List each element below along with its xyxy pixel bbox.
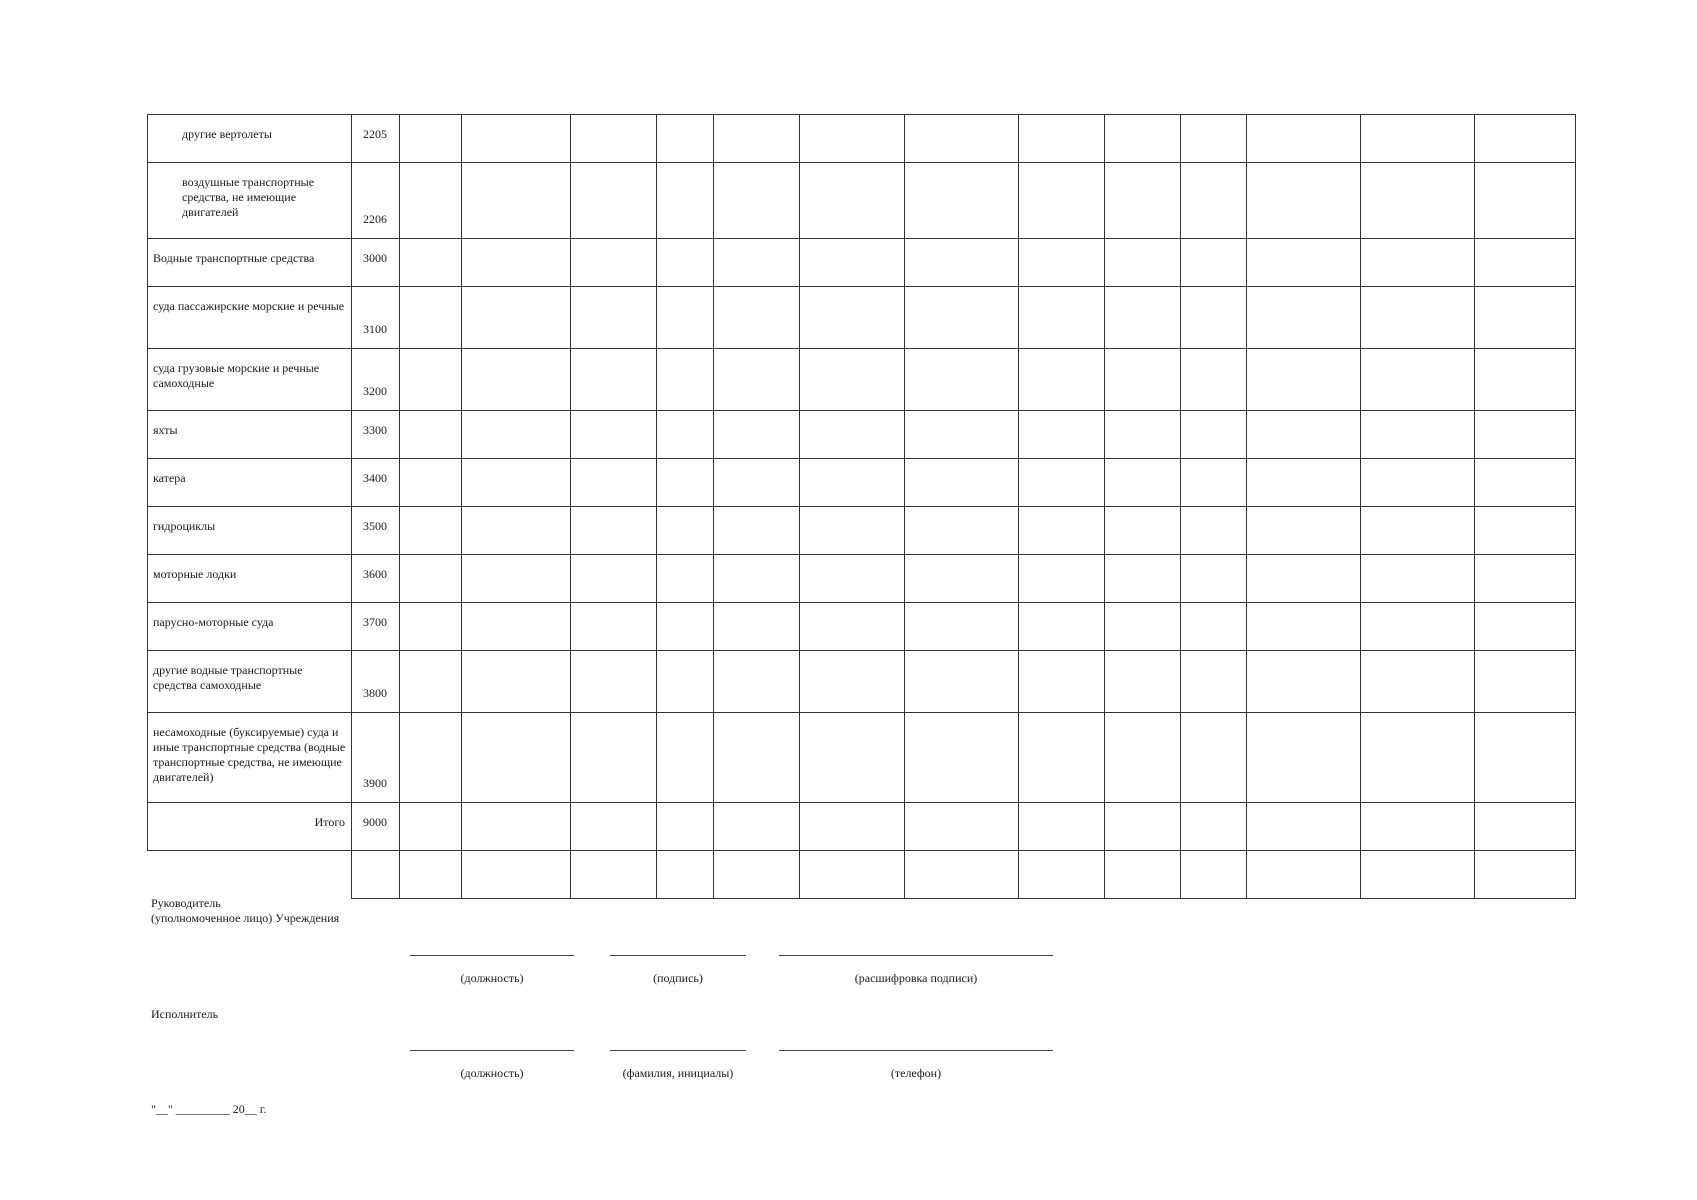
row-code-cell xyxy=(352,851,400,899)
data-cell[interactable] xyxy=(800,803,905,851)
data-cell[interactable] xyxy=(905,349,1019,411)
data-cell[interactable] xyxy=(1475,115,1576,163)
table-row xyxy=(148,507,1576,555)
table-row xyxy=(148,459,1576,507)
data-cell[interactable] xyxy=(571,713,657,803)
data-cell[interactable] xyxy=(1181,803,1247,851)
row-name-cell: гидроциклы xyxy=(148,507,352,555)
row-code-cell: 3500 xyxy=(352,507,400,555)
table-row xyxy=(148,603,1576,651)
data-cell[interactable] xyxy=(571,803,657,851)
data-cell[interactable] xyxy=(1019,163,1105,239)
data-cell[interactable] xyxy=(400,287,462,349)
data-cell[interactable] xyxy=(714,239,800,287)
executor-position-line[interactable] xyxy=(410,1050,574,1051)
data-cell[interactable] xyxy=(1247,163,1361,239)
executor-phone-line[interactable] xyxy=(779,1050,1053,1051)
data-cell[interactable] xyxy=(905,115,1019,163)
row-code-cell: 3700 xyxy=(352,603,400,651)
data-cell[interactable] xyxy=(800,163,905,239)
data-cell[interactable] xyxy=(1475,713,1576,803)
data-cell[interactable] xyxy=(462,459,571,507)
data-cell[interactable] xyxy=(1475,239,1576,287)
data-cell[interactable] xyxy=(400,411,462,459)
data-cell[interactable] xyxy=(1361,603,1475,651)
row-code-cell: 3100 xyxy=(352,287,400,349)
data-cell[interactable] xyxy=(1181,287,1247,349)
data-cell[interactable] xyxy=(1475,459,1576,507)
data-cell[interactable] xyxy=(657,803,714,851)
data-cell[interactable] xyxy=(1475,555,1576,603)
table-row xyxy=(148,115,1576,163)
data-cell[interactable] xyxy=(1181,163,1247,239)
data-cell[interactable] xyxy=(1105,115,1181,163)
table-row xyxy=(148,851,1576,899)
data-cell[interactable] xyxy=(657,555,714,603)
row-name-cell xyxy=(148,851,352,899)
data-cell[interactable] xyxy=(1361,803,1475,851)
data-cell[interactable] xyxy=(800,603,905,651)
head-signature-caption: (подпись) xyxy=(653,971,703,985)
data-cell[interactable] xyxy=(657,115,714,163)
data-cell[interactable] xyxy=(400,651,462,713)
table-row xyxy=(148,803,1576,851)
data-cell[interactable] xyxy=(1181,349,1247,411)
data-cell[interactable] xyxy=(1247,349,1361,411)
head-position-caption: (должность) xyxy=(460,971,524,985)
data-cell[interactable] xyxy=(1361,349,1475,411)
data-cell[interactable] xyxy=(714,459,800,507)
data-cell[interactable] xyxy=(571,115,657,163)
table-row xyxy=(148,163,1576,239)
data-cell[interactable] xyxy=(462,163,571,239)
data-cell[interactable] xyxy=(905,239,1019,287)
data-cell[interactable] xyxy=(657,603,714,651)
data-cell[interactable] xyxy=(1105,507,1181,555)
data-cell[interactable] xyxy=(400,163,462,239)
data-cell[interactable] xyxy=(1019,287,1105,349)
data-cell[interactable] xyxy=(657,411,714,459)
data-cell[interactable] xyxy=(462,603,571,651)
row-code-cell: 3900 xyxy=(352,713,400,803)
data-cell[interactable] xyxy=(1105,239,1181,287)
executor-phone-caption: (телефон) xyxy=(890,1066,942,1080)
data-cell[interactable] xyxy=(462,713,571,803)
data-cell[interactable] xyxy=(905,803,1019,851)
data-cell[interactable] xyxy=(1181,459,1247,507)
data-cell[interactable] xyxy=(657,507,714,555)
row-name-cell: Итого xyxy=(148,803,352,851)
data-cell[interactable] xyxy=(1019,115,1105,163)
data-cell[interactable] xyxy=(1181,115,1247,163)
data-cell[interactable] xyxy=(905,163,1019,239)
data-cell[interactable] xyxy=(571,851,657,899)
data-cell[interactable] xyxy=(1361,239,1475,287)
row-name-cell: другие водные транспортные средства самоходные xyxy=(148,651,352,713)
head-signature-label: Руководитель (уполномоченное лицо) Учреждения xyxy=(151,896,340,925)
data-cell[interactable] xyxy=(1247,287,1361,349)
executor-label: Исполнитель xyxy=(151,1007,219,1021)
executor-name-line[interactable] xyxy=(610,1050,746,1051)
row-code-cell: 3600 xyxy=(352,555,400,603)
executor-name-caption: (фамилия, инициалы) xyxy=(622,1066,734,1080)
data-cell[interactable] xyxy=(1361,163,1475,239)
data-cell[interactable] xyxy=(1361,851,1475,899)
data-cell[interactable] xyxy=(462,651,571,713)
data-cell[interactable] xyxy=(462,803,571,851)
data-cell[interactable] xyxy=(1019,803,1105,851)
data-cell[interactable] xyxy=(1105,411,1181,459)
data-cell[interactable] xyxy=(905,411,1019,459)
row-name-cell: моторные лодки xyxy=(148,555,352,603)
data-cell[interactable] xyxy=(1105,163,1181,239)
data-cell[interactable] xyxy=(714,411,800,459)
data-cell[interactable] xyxy=(1247,555,1361,603)
data-cell[interactable] xyxy=(1361,713,1475,803)
data-cell[interactable] xyxy=(1247,713,1361,803)
data-cell[interactable] xyxy=(1247,459,1361,507)
data-cell[interactable] xyxy=(1105,349,1181,411)
data-cell[interactable] xyxy=(400,507,462,555)
data-cell[interactable] xyxy=(1181,851,1247,899)
data-cell[interactable] xyxy=(1247,803,1361,851)
data-cell[interactable] xyxy=(571,239,657,287)
data-cell[interactable] xyxy=(400,115,462,163)
data-cell[interactable] xyxy=(905,851,1019,899)
head-signature-decode-line[interactable] xyxy=(779,955,1053,956)
data-cell[interactable] xyxy=(1361,459,1475,507)
table-row xyxy=(148,287,1576,349)
row-name-cell: воздушные транспортные средства, не имеющие двигателей xyxy=(148,163,352,239)
data-cell[interactable] xyxy=(800,239,905,287)
row-code-cell: 3200 xyxy=(352,349,400,411)
data-cell[interactable] xyxy=(1105,287,1181,349)
data-cell[interactable] xyxy=(800,411,905,459)
row-code-cell: 2205 xyxy=(352,115,400,163)
data-cell[interactable] xyxy=(1475,411,1576,459)
executor-position-caption: (должность) xyxy=(460,1066,524,1080)
data-cell[interactable] xyxy=(1181,713,1247,803)
data-cell[interactable] xyxy=(1361,555,1475,603)
data-cell[interactable] xyxy=(714,287,800,349)
data-cell[interactable] xyxy=(657,851,714,899)
data-cell[interactable] xyxy=(1019,555,1105,603)
data-cell[interactable] xyxy=(400,603,462,651)
data-cell[interactable] xyxy=(571,507,657,555)
table-row xyxy=(148,555,1576,603)
data-cell[interactable] xyxy=(571,411,657,459)
data-cell[interactable] xyxy=(1019,349,1105,411)
data-cell[interactable] xyxy=(657,163,714,239)
table-row xyxy=(148,713,1576,803)
data-cell[interactable] xyxy=(462,349,571,411)
data-cell[interactable] xyxy=(714,603,800,651)
data-cell[interactable] xyxy=(1181,603,1247,651)
row-code-cell: 3400 xyxy=(352,459,400,507)
row-code-cell: 9000 xyxy=(352,803,400,851)
head-signature-line[interactable] xyxy=(610,955,746,956)
data-cell[interactable] xyxy=(714,163,800,239)
row-code-cell: 2206 xyxy=(352,163,400,239)
data-cell[interactable] xyxy=(400,555,462,603)
data-cell[interactable] xyxy=(571,555,657,603)
data-cell[interactable] xyxy=(1475,349,1576,411)
data-cell[interactable] xyxy=(1105,803,1181,851)
data-cell[interactable] xyxy=(462,287,571,349)
data-cell[interactable] xyxy=(571,287,657,349)
data-cell[interactable] xyxy=(714,507,800,555)
data-cell[interactable] xyxy=(1247,507,1361,555)
data-cell[interactable] xyxy=(905,507,1019,555)
data-cell[interactable] xyxy=(462,851,571,899)
data-cell[interactable] xyxy=(400,803,462,851)
head-position-line[interactable] xyxy=(410,955,574,956)
row-name-cell: парусно-моторные суда xyxy=(148,603,352,651)
data-cell[interactable] xyxy=(1475,507,1576,555)
data-cell[interactable] xyxy=(800,555,905,603)
data-cell[interactable] xyxy=(571,603,657,651)
date-line: "__" _________ 20__ г. xyxy=(151,1102,267,1116)
row-name-cell: другие вертолеты xyxy=(148,115,352,163)
row-name-cell: катера xyxy=(148,459,352,507)
data-cell[interactable] xyxy=(1181,411,1247,459)
data-cell[interactable] xyxy=(800,713,905,803)
data-cell[interactable] xyxy=(905,651,1019,713)
data-cell[interactable] xyxy=(1019,411,1105,459)
data-cell[interactable] xyxy=(1181,239,1247,287)
data-cell[interactable] xyxy=(714,115,800,163)
row-name-cell: суда пассажирские морские и речные xyxy=(148,287,352,349)
data-cell[interactable] xyxy=(1475,803,1576,851)
data-cell[interactable] xyxy=(714,803,800,851)
data-cell[interactable] xyxy=(905,459,1019,507)
data-cell[interactable] xyxy=(1181,651,1247,713)
data-cell[interactable] xyxy=(905,603,1019,651)
data-cell[interactable] xyxy=(657,239,714,287)
data-cell[interactable] xyxy=(462,239,571,287)
data-cell[interactable] xyxy=(800,851,905,899)
data-cell[interactable] xyxy=(657,651,714,713)
data-cell[interactable] xyxy=(1019,713,1105,803)
row-code-cell: 3000 xyxy=(352,239,400,287)
data-cell[interactable] xyxy=(571,349,657,411)
data-cell[interactable] xyxy=(462,507,571,555)
data-cell[interactable] xyxy=(462,555,571,603)
vehicle-report-table xyxy=(147,114,1576,899)
data-cell[interactable] xyxy=(1105,851,1181,899)
row-code-cell: 3300 xyxy=(352,411,400,459)
data-cell[interactable] xyxy=(1105,603,1181,651)
data-cell[interactable] xyxy=(905,713,1019,803)
row-name-cell: несамоходные (буксируемые) суда и иные транспортные средства (водные транспортные средства, не имеющие двигателей) xyxy=(148,713,352,803)
data-cell[interactable] xyxy=(1247,239,1361,287)
data-cell[interactable] xyxy=(1361,651,1475,713)
table-row xyxy=(148,239,1576,287)
data-cell[interactable] xyxy=(905,555,1019,603)
row-code-cell: 3800 xyxy=(352,651,400,713)
data-cell[interactable] xyxy=(714,555,800,603)
data-cell[interactable] xyxy=(1019,651,1105,713)
data-cell[interactable] xyxy=(1019,851,1105,899)
data-cell[interactable] xyxy=(1019,507,1105,555)
data-cell[interactable] xyxy=(1361,411,1475,459)
data-cell[interactable] xyxy=(400,459,462,507)
data-cell[interactable] xyxy=(1247,651,1361,713)
data-cell[interactable] xyxy=(714,713,800,803)
data-cell[interactable] xyxy=(1361,115,1475,163)
data-cell[interactable] xyxy=(400,713,462,803)
data-cell[interactable] xyxy=(1475,603,1576,651)
data-cell[interactable] xyxy=(1475,651,1576,713)
data-cell[interactable] xyxy=(1361,507,1475,555)
data-cell[interactable] xyxy=(1105,713,1181,803)
data-cell[interactable] xyxy=(800,349,905,411)
data-cell[interactable] xyxy=(571,459,657,507)
head-signature-decode-caption: (расшифровка подписи) xyxy=(854,971,978,985)
data-cell[interactable] xyxy=(571,163,657,239)
data-cell[interactable] xyxy=(1019,459,1105,507)
data-cell[interactable] xyxy=(800,115,905,163)
data-cell[interactable] xyxy=(1105,555,1181,603)
table-row xyxy=(148,349,1576,411)
data-cell[interactable] xyxy=(1181,555,1247,603)
data-cell[interactable] xyxy=(657,287,714,349)
row-name-cell: Водные транспортные средства xyxy=(148,239,352,287)
data-cell[interactable] xyxy=(1475,163,1576,239)
data-cell[interactable] xyxy=(714,349,800,411)
data-cell[interactable] xyxy=(1105,651,1181,713)
data-cell[interactable] xyxy=(1105,459,1181,507)
table-row xyxy=(148,411,1576,459)
data-cell[interactable] xyxy=(1247,115,1361,163)
data-cell[interactable] xyxy=(400,239,462,287)
data-cell[interactable] xyxy=(1247,603,1361,651)
data-cell[interactable] xyxy=(657,713,714,803)
data-cell[interactable] xyxy=(800,507,905,555)
data-cell[interactable] xyxy=(1019,603,1105,651)
data-cell[interactable] xyxy=(1475,851,1576,899)
data-cell[interactable] xyxy=(800,459,905,507)
row-name-cell: суда грузовые морские и речные самоходные xyxy=(148,349,352,411)
data-cell[interactable] xyxy=(800,651,905,713)
data-cell[interactable] xyxy=(800,287,905,349)
data-cell[interactable] xyxy=(714,851,800,899)
data-cell[interactable] xyxy=(1019,239,1105,287)
data-cell[interactable] xyxy=(571,651,657,713)
row-name-cell: яхты xyxy=(148,411,352,459)
data-cell[interactable] xyxy=(400,851,462,899)
data-cell[interactable] xyxy=(462,115,571,163)
table-row xyxy=(148,651,1576,713)
data-cell[interactable] xyxy=(905,287,1019,349)
data-cell[interactable] xyxy=(1361,287,1475,349)
data-cell[interactable] xyxy=(714,651,800,713)
data-cell[interactable] xyxy=(1181,507,1247,555)
data-cell[interactable] xyxy=(657,459,714,507)
data-cell[interactable] xyxy=(1475,287,1576,349)
data-cell[interactable] xyxy=(462,411,571,459)
data-cell[interactable] xyxy=(400,349,462,411)
data-cell[interactable] xyxy=(657,349,714,411)
data-cell[interactable] xyxy=(1247,851,1361,899)
data-cell[interactable] xyxy=(1247,411,1361,459)
